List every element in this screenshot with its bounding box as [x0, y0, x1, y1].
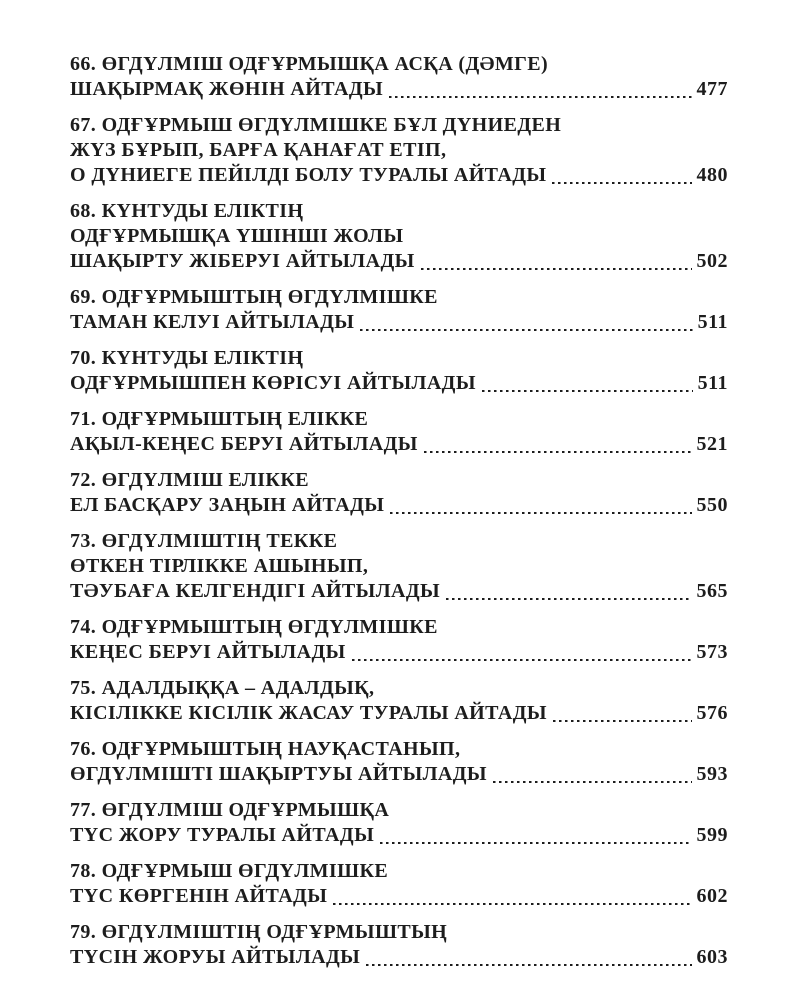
toc-line — [70, 798, 728, 823]
dot-leader — [553, 720, 692, 723]
toc-entry — [70, 529, 728, 604]
toc-entry — [70, 920, 728, 970]
toc-line — [70, 554, 728, 579]
toc-line — [70, 468, 728, 493]
page-number: 480 — [696, 164, 728, 186]
page-number: 603 — [696, 946, 728, 968]
toc-line — [70, 737, 728, 762]
toc-entry-title: ТҮСІН ЖОРУЫ АЙТЫЛАДЫ — [70, 946, 361, 968]
dot-leader — [366, 964, 691, 967]
toc-entry — [70, 407, 728, 457]
toc-entry-title: ЖҮЗ БҰРЫП, БАРҒА ҚАНАҒАТ ЕТІП, — [70, 139, 447, 161]
toc-entry — [70, 615, 728, 665]
toc-line — [70, 138, 728, 163]
toc-entry — [70, 52, 728, 102]
toc-line — [70, 163, 728, 188]
toc-entry — [70, 285, 728, 335]
dot-leader — [333, 903, 691, 906]
toc-line — [70, 945, 728, 970]
page-number: 565 — [696, 580, 728, 602]
toc-line — [70, 823, 728, 848]
toc-entry — [70, 199, 728, 274]
toc-entry — [70, 468, 728, 518]
toc-entry-title: 77. ӨГДҮЛМІШ ОДҒҰРМЫШҚА — [70, 799, 390, 821]
page-number: 477 — [696, 78, 728, 100]
dot-leader — [424, 451, 692, 454]
toc-line — [70, 371, 728, 396]
toc-entry-title: АҚЫЛ-КЕҢЕС БЕРУІ АЙТЫЛАДЫ — [70, 433, 418, 455]
toc-line — [70, 640, 728, 665]
page-number: 599 — [696, 824, 728, 846]
toc-line — [70, 310, 728, 335]
toc-entry-title: 72. ӨГДҮЛМІШ ЕЛІККЕ — [70, 469, 309, 491]
page-number: 511 — [697, 372, 728, 394]
toc-entry-title: ШАҚЫРТУ ЖІБЕРУІ АЙТЫЛАДЫ — [70, 250, 415, 272]
toc-entry-title: ТҮС ЖОРУ ТУРАЛЫ АЙТАДЫ — [70, 824, 375, 846]
dot-leader — [390, 512, 691, 515]
toc-entry-title: ТАМАН КЕЛУІ АЙТЫЛАДЫ — [70, 311, 355, 333]
dot-leader — [380, 842, 691, 845]
toc-entry-title: ТҮС КӨРГЕНІН АЙТАДЫ — [70, 885, 328, 907]
toc-line — [70, 529, 728, 554]
page-number: 602 — [696, 885, 728, 907]
toc-entry-title: 68. КҮНТУДЫ ЕЛІКТІҢ — [70, 200, 304, 222]
dot-leader — [360, 329, 692, 332]
toc-entry-title: ТӘУБАҒА КЕЛГЕНДІГІ АЙТЫЛАДЫ — [70, 580, 441, 602]
toc-line — [70, 77, 728, 102]
toc-line — [70, 432, 728, 457]
toc-line — [70, 52, 728, 77]
dot-leader — [552, 182, 691, 185]
toc-line — [70, 920, 728, 945]
page-number: 550 — [696, 494, 728, 516]
toc-entry-title: ӨТКЕН ТІРЛІККЕ АШЫНЫП, — [70, 555, 369, 577]
toc-entry-title: ШАҚЫРМАҚ ЖӨНІН АЙТАДЫ — [70, 78, 384, 100]
toc-entry-title: 66. ӨГДҮЛМІШ ОДҒҰРМЫШҚА АСҚА (ДӘМГЕ) — [70, 53, 549, 75]
toc-entry-title: КІСІЛІККЕ КІСІЛІК ЖАСАУ ТУРАЛЫ АЙТАДЫ — [70, 702, 547, 724]
toc-line — [70, 407, 728, 432]
toc-entry-title: ОДҒҰРМЫШПЕН КӨРІСУІ АЙТЫЛАДЫ — [70, 372, 476, 394]
toc-line — [70, 113, 728, 138]
toc-line — [70, 199, 728, 224]
toc-list — [70, 52, 728, 981]
toc-line — [70, 859, 728, 884]
toc-entry-title: ӨГДҮЛМІШТІ ШАҚЫРТУЫ АЙТЫЛАДЫ — [70, 763, 487, 785]
toc-line — [70, 493, 728, 518]
toc-entry — [70, 859, 728, 909]
page-number: 511 — [697, 311, 728, 333]
dot-leader — [421, 268, 692, 271]
toc-line — [70, 224, 728, 249]
toc-entry-title: 69. ОДҒҰРМЫШТЫҢ ӨГДҮЛМІШКЕ — [70, 286, 438, 308]
toc-line — [70, 346, 728, 371]
toc-entry-title: 73. ӨГДҮЛМІШТІҢ ТЕККЕ — [70, 530, 338, 552]
toc-line — [70, 676, 728, 701]
toc-entry-title: 70. КҮНТУДЫ ЕЛІКТІҢ — [70, 347, 304, 369]
toc-entry-title: 71. ОДҒҰРМЫШТЫҢ ЕЛІККЕ — [70, 408, 369, 430]
toc-entry-title: 76. ОДҒҰРМЫШТЫҢ НАУҚАСТАНЫП, — [70, 738, 461, 760]
toc-entry-title: О ДҮНИЕГЕ ПЕЙІЛДІ БОЛУ ТУРАЛЫ АЙТАДЫ — [70, 164, 547, 186]
toc-entry — [70, 346, 728, 396]
toc-line — [70, 285, 728, 310]
toc-entry-title: 79. ӨГДҮЛМІШТІҢ ОДҒҰРМЫШТЫҢ — [70, 921, 448, 943]
toc-entry-title: КЕҢЕС БЕРУІ АЙТЫЛАДЫ — [70, 641, 346, 663]
toc-entry — [70, 737, 728, 787]
dot-leader — [482, 390, 693, 393]
page-number: 521 — [696, 433, 728, 455]
dot-leader — [389, 96, 691, 99]
toc-entry-title: 67. ОДҒҰРМЫШ ӨГДҮЛМІШКЕ БҰЛ ДҮНИЕДЕН — [70, 114, 562, 136]
dot-leader — [352, 659, 692, 662]
dot-leader — [446, 598, 691, 601]
toc-entry — [70, 113, 728, 188]
page-number: 502 — [696, 250, 728, 272]
toc-entry-title: ОДҒҰРМЫШҚА ҮШІНШІ ЖОЛЫ — [70, 225, 404, 247]
page-number: 593 — [696, 763, 728, 785]
toc-entry-title: 78. ОДҒҰРМЫШ ӨГДҮЛМІШКЕ — [70, 860, 389, 882]
toc-entry — [70, 676, 728, 726]
dot-leader — [493, 781, 692, 784]
page-number: 573 — [696, 641, 728, 663]
toc-entry-title: 75. АДАЛДЫҚҚА – АДАЛДЫҚ, — [70, 677, 375, 699]
toc-line — [70, 762, 728, 787]
toc-line — [70, 701, 728, 726]
toc-line — [70, 579, 728, 604]
toc-line — [70, 615, 728, 640]
toc-entry — [70, 798, 728, 848]
toc-line — [70, 884, 728, 909]
page-number: 576 — [696, 702, 728, 724]
toc-entry-title: ЕЛ БАСҚАРУ ЗАҢЫН АЙТАДЫ — [70, 494, 385, 516]
toc-entry-title: 74. ОДҒҰРМЫШТЫҢ ӨГДҮЛМІШКЕ — [70, 616, 438, 638]
toc-line — [70, 249, 728, 274]
